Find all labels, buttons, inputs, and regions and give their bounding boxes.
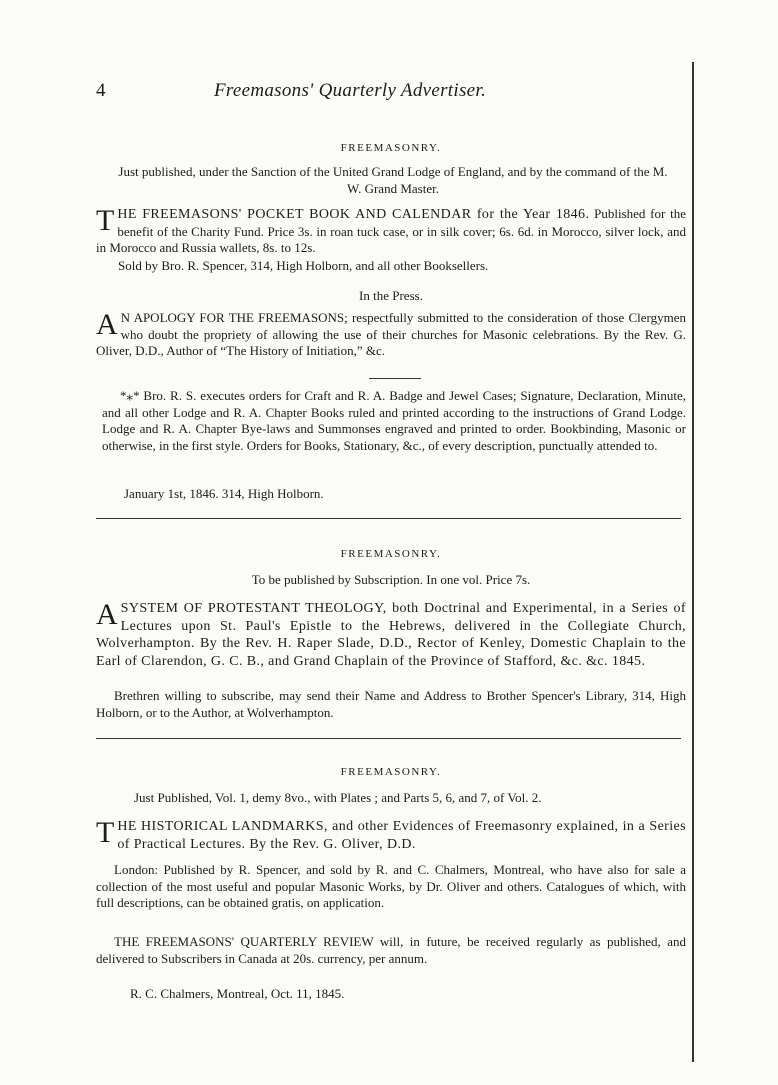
ad1-book-dropcap: T <box>96 204 115 237</box>
ad2-dropcap: A <box>96 598 118 631</box>
ad2-subscription: To be published by Subscription. In one vol. Price 7s. <box>251 572 531 587</box>
ad1-orders: *⁎* Bro. R. S. executes orders for Craft and R. A. Badge and Jewel Cases; Signature, Declaration, Minute, and all other Lodge and R. A. Chapter Books ruled and printed according to the instructions of Grand Lodge. Lodge and R. A. Chapter Bye-laws and Summonses engraved and printed to order. Bookbinding, Masonic or otherwise, in the first style. Orders for Books, Stationary, &c., of every description, punctually attended to. <box>102 388 686 453</box>
ad1-dateline: January 1st, 1846. 314, High Holborn. <box>124 486 324 501</box>
margin-rule <box>692 62 694 1062</box>
page-number: 4 <box>96 80 106 101</box>
ad1-apology <box>96 310 686 360</box>
ad1-press-heading: In the Press. <box>359 288 423 303</box>
ad1-book-title: HE FREEMASONS' POCKET BOOK AND CALENDAR for the Year 1846. <box>117 207 590 222</box>
ad3-published: Just Published, Vol. 1, demy 8vo., with Plates ; and Parts 5, 6, and 7, of Vol. 2. <box>134 790 542 805</box>
ad2-brethren: Brethren willing to subscribe, may send their Name and Address to Brother Spencer's Library, 314, High Holborn, or to the Author, at Wolverhampton. <box>96 688 686 720</box>
divider-1 <box>96 518 681 519</box>
ad1-intro: Just published, under the Sanction of the United Grand Lodge of England, and by the command of the M. W. Grand Master. <box>118 164 668 196</box>
ad3-dropcap: T <box>96 816 115 849</box>
ad3-review: THE FREEMASONS' QUARTERLY REVIEW will, in future, be received regularly as published, and delivered to Subscribers in Canada at 20s. currency, per annum. <box>96 934 686 966</box>
ad2-body-text: SYSTEM OF PROTESTANT THEOLOGY, both Doctrinal and Experimental, in a Series of Lectures upon St. Paul's Epistle to the Hebrews, delivered in the Collegiate Church, Wolverhampton. By the Rev. H. Raper Slade, D.D., Rector of Kenley, Domestic Chaplain to the Earl of Clarendon, G. C. B., and Grand Chaplain of the Province of Stafford, &c. &c. 1845. <box>96 601 686 669</box>
ad1-book-advert <box>96 206 686 257</box>
ad1-book-desc: Published for the benefit of the Charity Fund. Price 3s. in roan tuck case, or in silk cover; 6s. 6d. in Morocco, silver lock, and in Morocco and Russia wallets, 8s. to 12s. <box>96 206 686 256</box>
ad3-body <box>96 818 686 853</box>
ad1-apology-dropcap: A <box>96 308 118 341</box>
ad2-body <box>96 600 686 670</box>
ad1-sold-by: Sold by Bro. R. Spencer, 314, High Holborn, and all other Booksellers. <box>118 258 489 273</box>
ad1-heading: FREEMASONRY. <box>340 142 442 154</box>
ad3-signature: R. C. Chalmers, Montreal, Oct. 11, 1845. <box>130 986 345 1001</box>
ad3-london: London: Published by R. Spencer, and sold by R. and C. Chalmers, Montreal, who have also for sale a collection of the most useful and popular Masonic Works, by Dr. Oliver and others. Catalogues of which, with full descriptions, can be obtained gratis, on application. <box>96 862 686 911</box>
ad1-short-rule <box>369 378 421 379</box>
ad3-heading: FREEMASONRY. <box>340 766 442 778</box>
ad3-body-text: HE HISTORICAL LANDMARKS, and other Evidences of Freemasonry explained, in a Series of Practical Lectures. By the Rev. G. Oliver, D.D. <box>117 819 686 852</box>
divider-2 <box>96 738 681 739</box>
page-title: Freemasons' Quarterly Advertiser. <box>214 80 487 101</box>
ad1-apology-text: N APOLOGY FOR THE FREEMASONS; respectfully submitted to the consideration of those Clergymen who doubt the propriety of allowing the use of their churches for Masonic celebrations. By the Rev. G. Oliver, D.D., Author of “The History of Initiation,” &c. <box>96 310 686 359</box>
ad2-heading: FREEMASONRY. <box>340 548 442 560</box>
